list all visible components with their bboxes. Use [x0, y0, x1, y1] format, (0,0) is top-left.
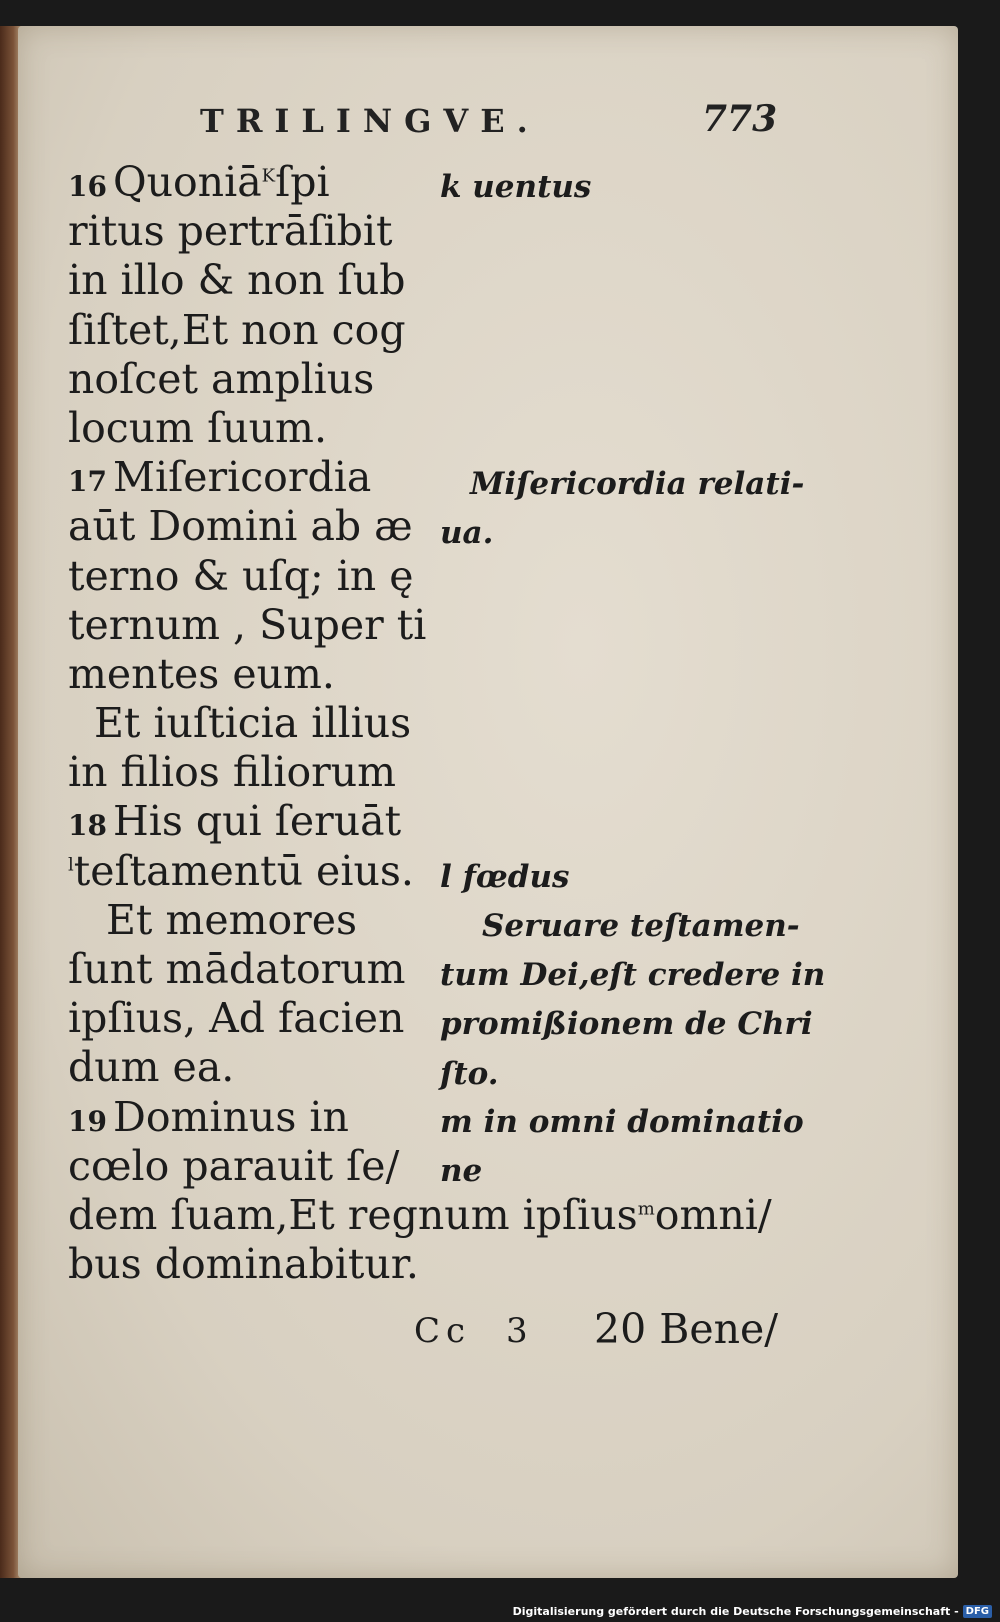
text-line: [68, 158, 418, 207]
text-line: in illo & non ſub: [68, 256, 406, 305]
running-head: TRILINGVE.: [200, 102, 540, 140]
text-line: cœlo parauit ſe/: [68, 1141, 400, 1190]
gloss-line: tum Dei,eſt credere in: [440, 957, 826, 994]
gloss-line: Miſericordia relati-: [470, 466, 805, 502]
text-line: terno & uſq; in ę: [68, 551, 414, 600]
text-line: ſunt mādatorum: [68, 945, 406, 993]
line-text-rest: omni/: [654, 1191, 772, 1239]
dfg-logo: DFG: [963, 1605, 992, 1618]
gloss-line: k uentus: [440, 169, 592, 205]
text-line: Et iuſticia illius: [94, 699, 412, 748]
text-line: ſiſtet,Et non cog: [68, 305, 406, 354]
gloss-marker: K: [261, 165, 276, 187]
gloss-line: m in omni dominatio: [440, 1104, 804, 1140]
margin-gloss-m: [440, 1098, 804, 1196]
line-text: dem ſuam,Et regnum ipſius: [68, 1191, 638, 1239]
text-line: [68, 847, 418, 896]
gloss-line: ua.: [440, 515, 494, 552]
digitization-credit: [513, 1602, 992, 1620]
text-line: dum ea.: [68, 1043, 235, 1092]
gloss-line: ne: [440, 1153, 483, 1190]
main-text-column: [68, 158, 427, 1191]
page-footer: [410, 1305, 780, 1365]
text-line: ipſius, Ad facien: [68, 994, 405, 1043]
margin-gloss-k: [440, 163, 780, 212]
full-width-line: bus dominabitur.: [68, 1240, 419, 1288]
gloss-marker: l: [68, 853, 74, 875]
text-line: in filios filiorum: [68, 748, 397, 797]
margin-gloss-l: [440, 853, 780, 902]
text-line: aūt Domini ab æ: [68, 502, 413, 551]
line-text: teſtamentū eius.: [73, 846, 414, 895]
line-text: Quoniā: [112, 158, 262, 206]
text-line: locum ſuum.: [68, 403, 327, 452]
catchword: 20 Bene/: [594, 1305, 779, 1353]
text-line: ternum , Super ti: [68, 600, 427, 649]
verse-number: 16: [68, 170, 107, 203]
text-line: [68, 797, 418, 846]
signature-number: 3: [506, 1311, 528, 1351]
full-width-line: [68, 1191, 772, 1240]
verse-number: 17: [68, 465, 107, 499]
line-text-rest: ſpi: [275, 158, 330, 206]
text-line: [68, 453, 418, 502]
margin-gloss-misericordia: [440, 460, 810, 558]
gloss-marker: m: [637, 1198, 655, 1220]
line-text: His qui ſeruāt: [112, 797, 402, 846]
gloss-line: promißionem de Chri: [440, 1006, 813, 1043]
gloss-line: ſto.: [440, 1055, 499, 1092]
credit-text: Digitalisierung gefördert durch die Deutsche Forschungsgemeinschaft -: [512, 1604, 959, 1618]
text-line: Et memores: [106, 895, 358, 944]
text-line: ritus pertrāſibit: [68, 207, 393, 256]
verse-number: 19: [68, 1104, 107, 1138]
page-header: [190, 92, 790, 152]
page-number: 773: [702, 98, 778, 140]
text-line: mentes eum.: [68, 649, 335, 698]
text-line: noſcet amplius: [68, 354, 375, 403]
text-line: [68, 1093, 418, 1142]
line-text: Dominus in: [112, 1092, 349, 1141]
verse-number: 18: [68, 809, 107, 843]
line-text: Miſericordia: [112, 453, 372, 502]
gloss-line: l fœdus: [440, 859, 570, 895]
gloss-line: Seruare teſtamen-: [482, 908, 800, 944]
signature-mark: Cc: [414, 1311, 472, 1351]
margin-gloss-seruare: [440, 902, 826, 1099]
